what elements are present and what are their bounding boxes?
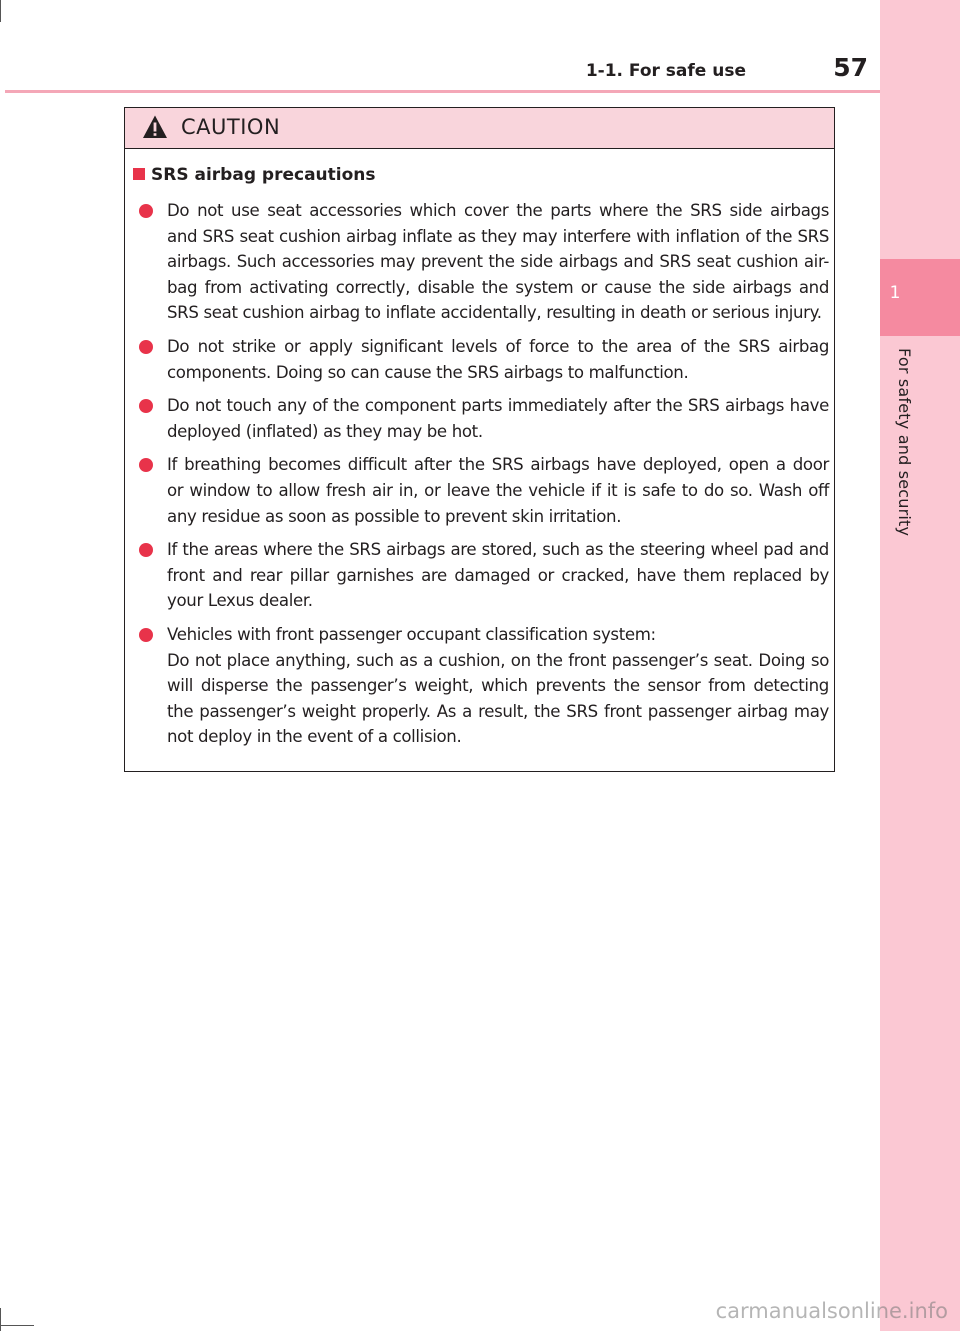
item-text-line: Do not use seat accessories which cover the parts where the SRS side airbags — [167, 201, 829, 220]
item-text-line: If breathing becomes difficult after the SRS airbags have deployed, open a door — [167, 455, 829, 475]
item-text-line: will disperse the passenger’s weight, which prevents the sensor from detecting — [167, 676, 829, 696]
crop-mark — [0, 1325, 34, 1326]
side-tab-strip — [880, 0, 960, 1331]
list-item — [139, 334, 829, 385]
caution-item-list — [139, 198, 829, 758]
item-text-line: SRS seat cushion airbag to inflate accidentally, resulting in death or serious injury. — [167, 303, 822, 323]
item-text-line: airbags. Such accessories may prevent the side airbags and SRS seat cushion air- — [167, 252, 829, 272]
item-text-line: front and rear pillar garnishes are damaged or cracked, have them replaced by — [167, 565, 829, 585]
list-item — [139, 452, 829, 529]
section-heading-text: SRS airbag precautions — [151, 165, 376, 185]
item-text-line: deployed (inflated) as they may be hot. — [167, 421, 483, 441]
chapter-number: 1 — [889, 283, 901, 303]
bullet-icon — [139, 628, 153, 642]
crop-mark — [0, 0, 1, 22]
crop-mark — [0, 1308, 1, 1331]
list-item — [139, 622, 829, 750]
bullet-icon — [139, 204, 153, 218]
item-text-line: Do not place anything, such as a cushion, on the front passenger’s seat. Doing so — [167, 650, 829, 670]
list-item — [139, 537, 829, 614]
header-rule — [5, 90, 880, 93]
chapter-title: For safety and security — [895, 348, 914, 537]
bullet-icon — [139, 543, 153, 557]
watermark: carmanualsonline.info — [715, 1299, 948, 1323]
item-text-line: any residue as soon as possible to prevent skin irritation. — [167, 506, 622, 526]
item-text-line: your Lexus dealer. — [167, 591, 313, 611]
item-text-line: and SRS seat cushion airbag inflate as they may interfere with inflation of the SRS — [167, 226, 829, 246]
caution-label: CAUTION — [181, 115, 281, 139]
item-text-line: the passenger’s weight properly. As a result, the SRS front passenger airbag may — [167, 701, 829, 721]
list-item — [139, 198, 829, 326]
square-bullet-icon — [133, 168, 145, 180]
section-heading — [133, 165, 376, 185]
bullet-icon — [139, 399, 153, 413]
item-text-line: not deploy in the event of a collision. — [167, 727, 462, 747]
warning-triangle-icon — [142, 114, 168, 140]
caution-box — [124, 107, 835, 772]
bullet-icon — [139, 458, 153, 472]
caution-header — [125, 108, 834, 149]
item-text-line: Do not touch any of the component parts immediately after the SRS airbags have — [167, 396, 829, 416]
item-text-line: components. Doing so can cause the SRS airbags to malfunction. — [167, 362, 689, 382]
item-text-line: or window to allow fresh air in, or leave the vehicle if it is safe to do so. Wash off — [167, 480, 829, 500]
list-item — [139, 393, 829, 444]
page-number: 57 — [833, 53, 868, 82]
header-section-title: 1-1. For safe use — [585, 61, 746, 81]
item-text-line: Vehicles with front passenger occupant classification system: — [167, 624, 656, 644]
item-text-line: If the areas where the SRS airbags are stored, such as the steering wheel pad and — [167, 540, 829, 560]
item-text-line: Do not strike or apply significant levels of force to the area of the SRS airbag — [167, 336, 829, 356]
item-text-line: bag from activating correctly, disable the system or cause the side airbags and — [167, 277, 829, 297]
bullet-icon — [139, 340, 153, 354]
